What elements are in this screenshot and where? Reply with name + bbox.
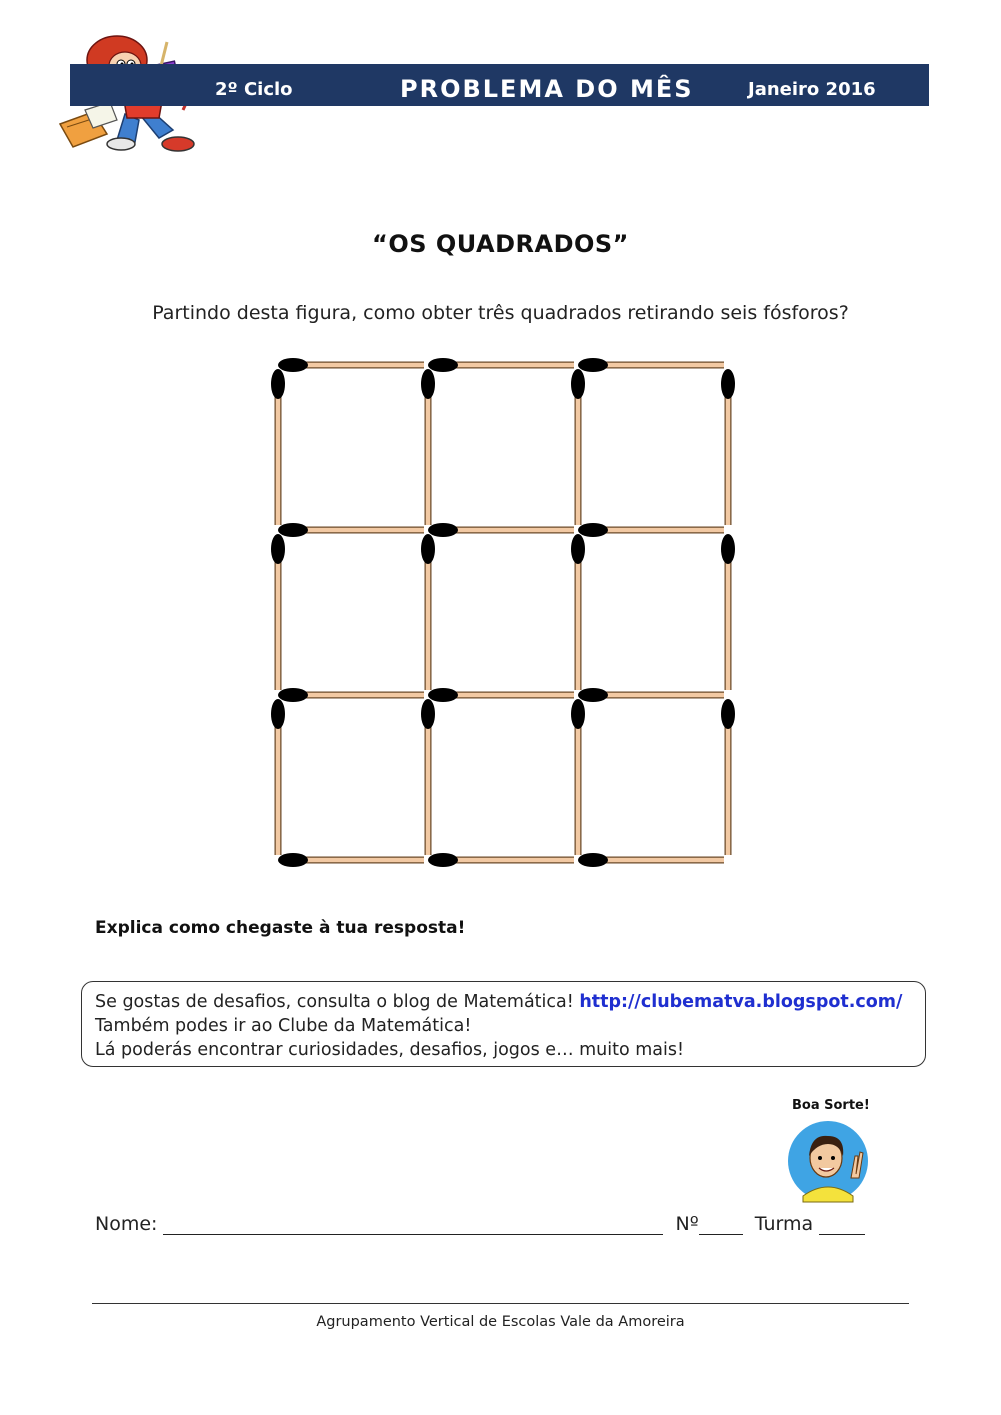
matchstick [428,853,574,867]
info-line-3: Lá poderás encontrar curiosidades, desafios, jogos e… muito mais! [95,1040,685,1060]
matchstick [571,534,585,690]
matchstick [271,699,285,855]
problem-question: Partindo desta figura, como obter três quadrados retirando seis fósforos? [152,302,849,324]
number-field[interactable] [699,1216,743,1235]
info-line-1 [95,990,912,1014]
matchstick [271,369,285,525]
matchstick [428,523,574,537]
info-box [81,981,926,1067]
matchstick [421,699,435,855]
problem-title: “OS QUADRADOS” [372,230,629,258]
matchstick [721,369,735,525]
footer-divider [92,1303,909,1304]
date-label: Janeiro 2016 [748,79,876,100]
class-label: Turma [754,1213,814,1235]
matchstick [721,534,735,690]
matchstick [278,688,424,702]
matchstick [278,358,424,372]
matchstick [571,699,585,855]
header-banner [70,64,929,106]
matchstick [421,369,435,525]
matchstick [571,369,585,525]
info-text-1: Se gostas de desafios, consulta o blog de Matemática! [95,992,580,1012]
info-line-2: Também podes ir ao Clube da Matemática! [95,1016,472,1036]
matchstick [578,688,724,702]
name-field[interactable] [163,1216,663,1235]
matchstick [271,534,285,690]
explain-instruction: Explica como chegaste à tua resposta! [95,918,466,938]
cycle-label: 2º Ciclo [215,79,293,100]
matchstick-grid [262,350,742,870]
student-form [95,1213,871,1235]
name-label: Nome: [95,1213,158,1235]
footer-text: Agrupamento Vertical de Escolas Vale da Amoreira [316,1314,685,1330]
good-luck-label: Boa Sorte! [792,1098,870,1113]
class-field[interactable] [819,1216,865,1235]
girl-peace-sign-icon [783,1116,878,1206]
matchstick [278,853,424,867]
matchstick [721,699,735,855]
matchstick [578,358,724,372]
blog-link[interactable]: http://clubematva.blogspot.com/ [579,992,903,1012]
matchstick [428,358,574,372]
banner-title: PROBLEMA DO MÊS [400,75,694,103]
number-label: Nº [675,1213,699,1235]
matchstick [278,523,424,537]
matchstick [421,534,435,690]
matchstick [428,688,574,702]
matchstick [578,523,724,537]
matchstick [578,853,724,867]
